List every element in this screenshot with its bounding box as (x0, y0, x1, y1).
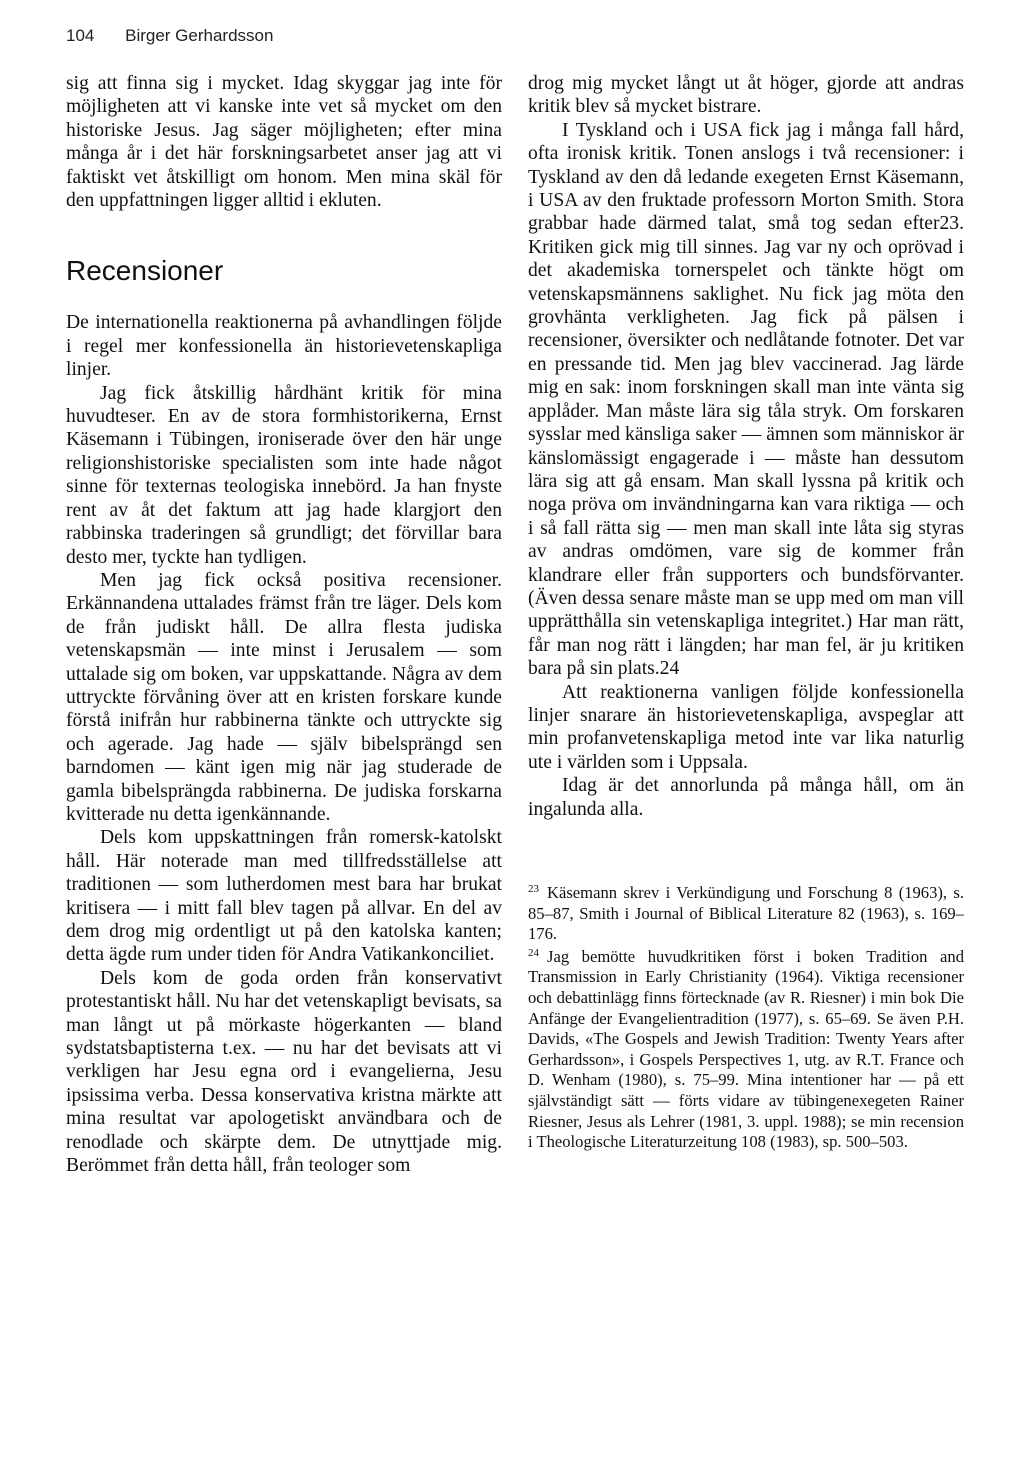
paragraph: I Tyskland och i USA fick jag i många fall hård, ofta ironisk kritik. Tonen anslogs i två recensioner: i Tyskland av den då ledande exegeten Ernst Käsemann, i USA av den fruktade professorn Morton Smith. Stora grabbar hade därmed talat, små tog sedan efter23. Kritiken gick mig till sinnes. Jag var ny och oprövad i det akademiska tornerspelet och tänkte högt om vetenskapsmännens saklighet. Nu fick jag möta den grovhänta verkligheten. Jag fick på pälsen i recensioner, översikter och nedlåtande fotnoter. Det var en pressande tid. Men jag blev vaccinerad. Jag lärde mig en sak: inom forskningen skall man inte vänta sig applåder. Man måste lära sig tåla stryk. Om forskaren sysslar med känsliga saker — ämnen som människor är känslomässigt engagerade i — måste han dessutom lära sig att gå ensam. Man skall lyssna på kritik och noga pröva om invändningarna kan vara riktiga — och i så fall rätta sig — men man skall inte låta sig styras av andras omdömen, vare sig de kommer från klandrare eller från supporters och bundsförvanter. (Även dessa senare måste man se upp med om man vill upprätthålla sin vetenskapliga integritet.) Har man rätt, får man nog rätt i längden; har man fel, är ju kritiken bara på sin plats.24 (528, 119, 964, 680)
footnotes (528, 883, 964, 1153)
footnote (528, 947, 964, 1153)
paragraph-continued: drog mig mycket långt ut åt höger, gjorde att andras kritik blev så mycket bistrare. (528, 73, 964, 118)
footnote (528, 883, 964, 945)
footnote-number: 24 (528, 946, 539, 959)
paragraph: Dels kom uppskattningen från romersk-katolskt håll. Här noterade man med tillfredsställelse att traditionen — som lutherdomen mest bara har brukat kritisera — i mitt fall blev tagen på allvar. En del av dem drog mig ordentligt ut på den katolska kanten; detta ägde rum under tiden för Andra Vatikankonciliet. (66, 827, 502, 966)
left-column (66, 72, 502, 1177)
paragraph: Idag är det annorlunda på många håll, om än ingalunda alla. (528, 775, 964, 820)
right-column (528, 72, 964, 1155)
running-head (66, 26, 273, 46)
page-number: 104 (66, 26, 95, 45)
paragraph: Dels kom de goda orden från konservativt protestantiskt håll. Nu har det vetenskapligt bevisats, sa man långt ut på mörkaste högerkanten — bland sydstatsbaptisterna t.ex. — nu har det bevisats att vi verkligen har Jesu egna ord i evangelierna, Jesu ipsissima verba. Dessa konservativa kristna märkte att mina resultat var apologetiskt användbara och de renodlade och skärpte dem. De utnyttjade mig. Berömmet från detta håll, från teologer som (66, 967, 502, 1177)
footnote-text: Käsemann skrev i Verkündigung und Forschung 8 (1963), s. 85–87, Smith i Journal of Biblical Literature 82 (1963), s. 169–176. (528, 883, 964, 944)
paragraph: Att reaktionerna vanligen följde konfessionella linjer snarare än historievetenskapliga, avspeglar att min profanvetenskapliga metod inte var lika naturlig ute i världen som i Uppsala. (528, 681, 964, 773)
footnote-number: 23 (528, 883, 539, 895)
paragraph: Men jag fick också positiva recensioner. Erkännandena uttalades främst från tre läger. Dels kom de från judiskt håll. De allra flesta judiska vetenskapsmän — inte minst i Jerusalem — som uttalade sig om boken, var uppskattande. Några av dem uttryckte förvåning över att en kristen forskare kunde förstå inifrån hur rabbinerna tänkte och uttryckte sig och agerade. Jag hade — själv bibelsprängd sen barndomen — känt igen mig när jag studerade de gamla bibelsprängda rabbinerna. De judiska forskarna kvitterade nu detta igenkännande. (66, 569, 502, 825)
paragraph-intro: sig att finna sig i mycket. Idag skyggar jag inte för möjligheten att vi kanske inte vet så mycket om den historiske Jesus. Jag säger möjligheten; efter mina många år i det här forskningsarbetet anser jag att vi faktiskt vet åtskilligt om honom. Men mina skäl för den uppfattningen ligger alltid i ekluten. (66, 73, 502, 212)
paragraph: Jag fick åtskillig hårdhänt kritik för mina huvudteser. En av de stora formhistorikerna, Ernst Käsemann i Tübingen, ironiserade över den här unge religionshistoriske specialisten som inte hade något sinne för texternas teologiska innebörd. Ja han fnyste rent av åt det faktum att jag hade klargjort den rabbinska traderingen så grundligt; det förvillar bara desto mer, tyckte han tydligen. (66, 382, 502, 568)
running-head-author: Birger Gerhardsson (125, 26, 274, 45)
footnote-text: Jag bemötte huvudkritiken först i boken Tradition and Transmission in Early Christianity (1964). Viktiga recensioner och debattinlägg finns förtecknade (av R. Riesner) i min bok Die Anfänge der Evangelientradition (1977), s. 65–69. Se även P.H. Davids, «The Gospels and Jewish Tradition: Twenty Years after Gerhardsson», i Gospels Perspectives 1, utg. av R.T. France och D. Wenham (1980), s. 75–99. Mina intentioner har — på ett självständigt sätt — förts vidare av tübingenexegeten Rainer Riesner, Jesus als Lehrer (1981, 3. uppl. 1988); se min recension i Theologische Literaturzeitung 108 (1983), sp. 500–503. (528, 946, 964, 1152)
section-heading: Recensioner (66, 255, 224, 287)
paragraph: De internationella reaktionerna på avhandlingen följde i regel mer konfessionella än historievetenskapliga linjer. (66, 312, 502, 381)
